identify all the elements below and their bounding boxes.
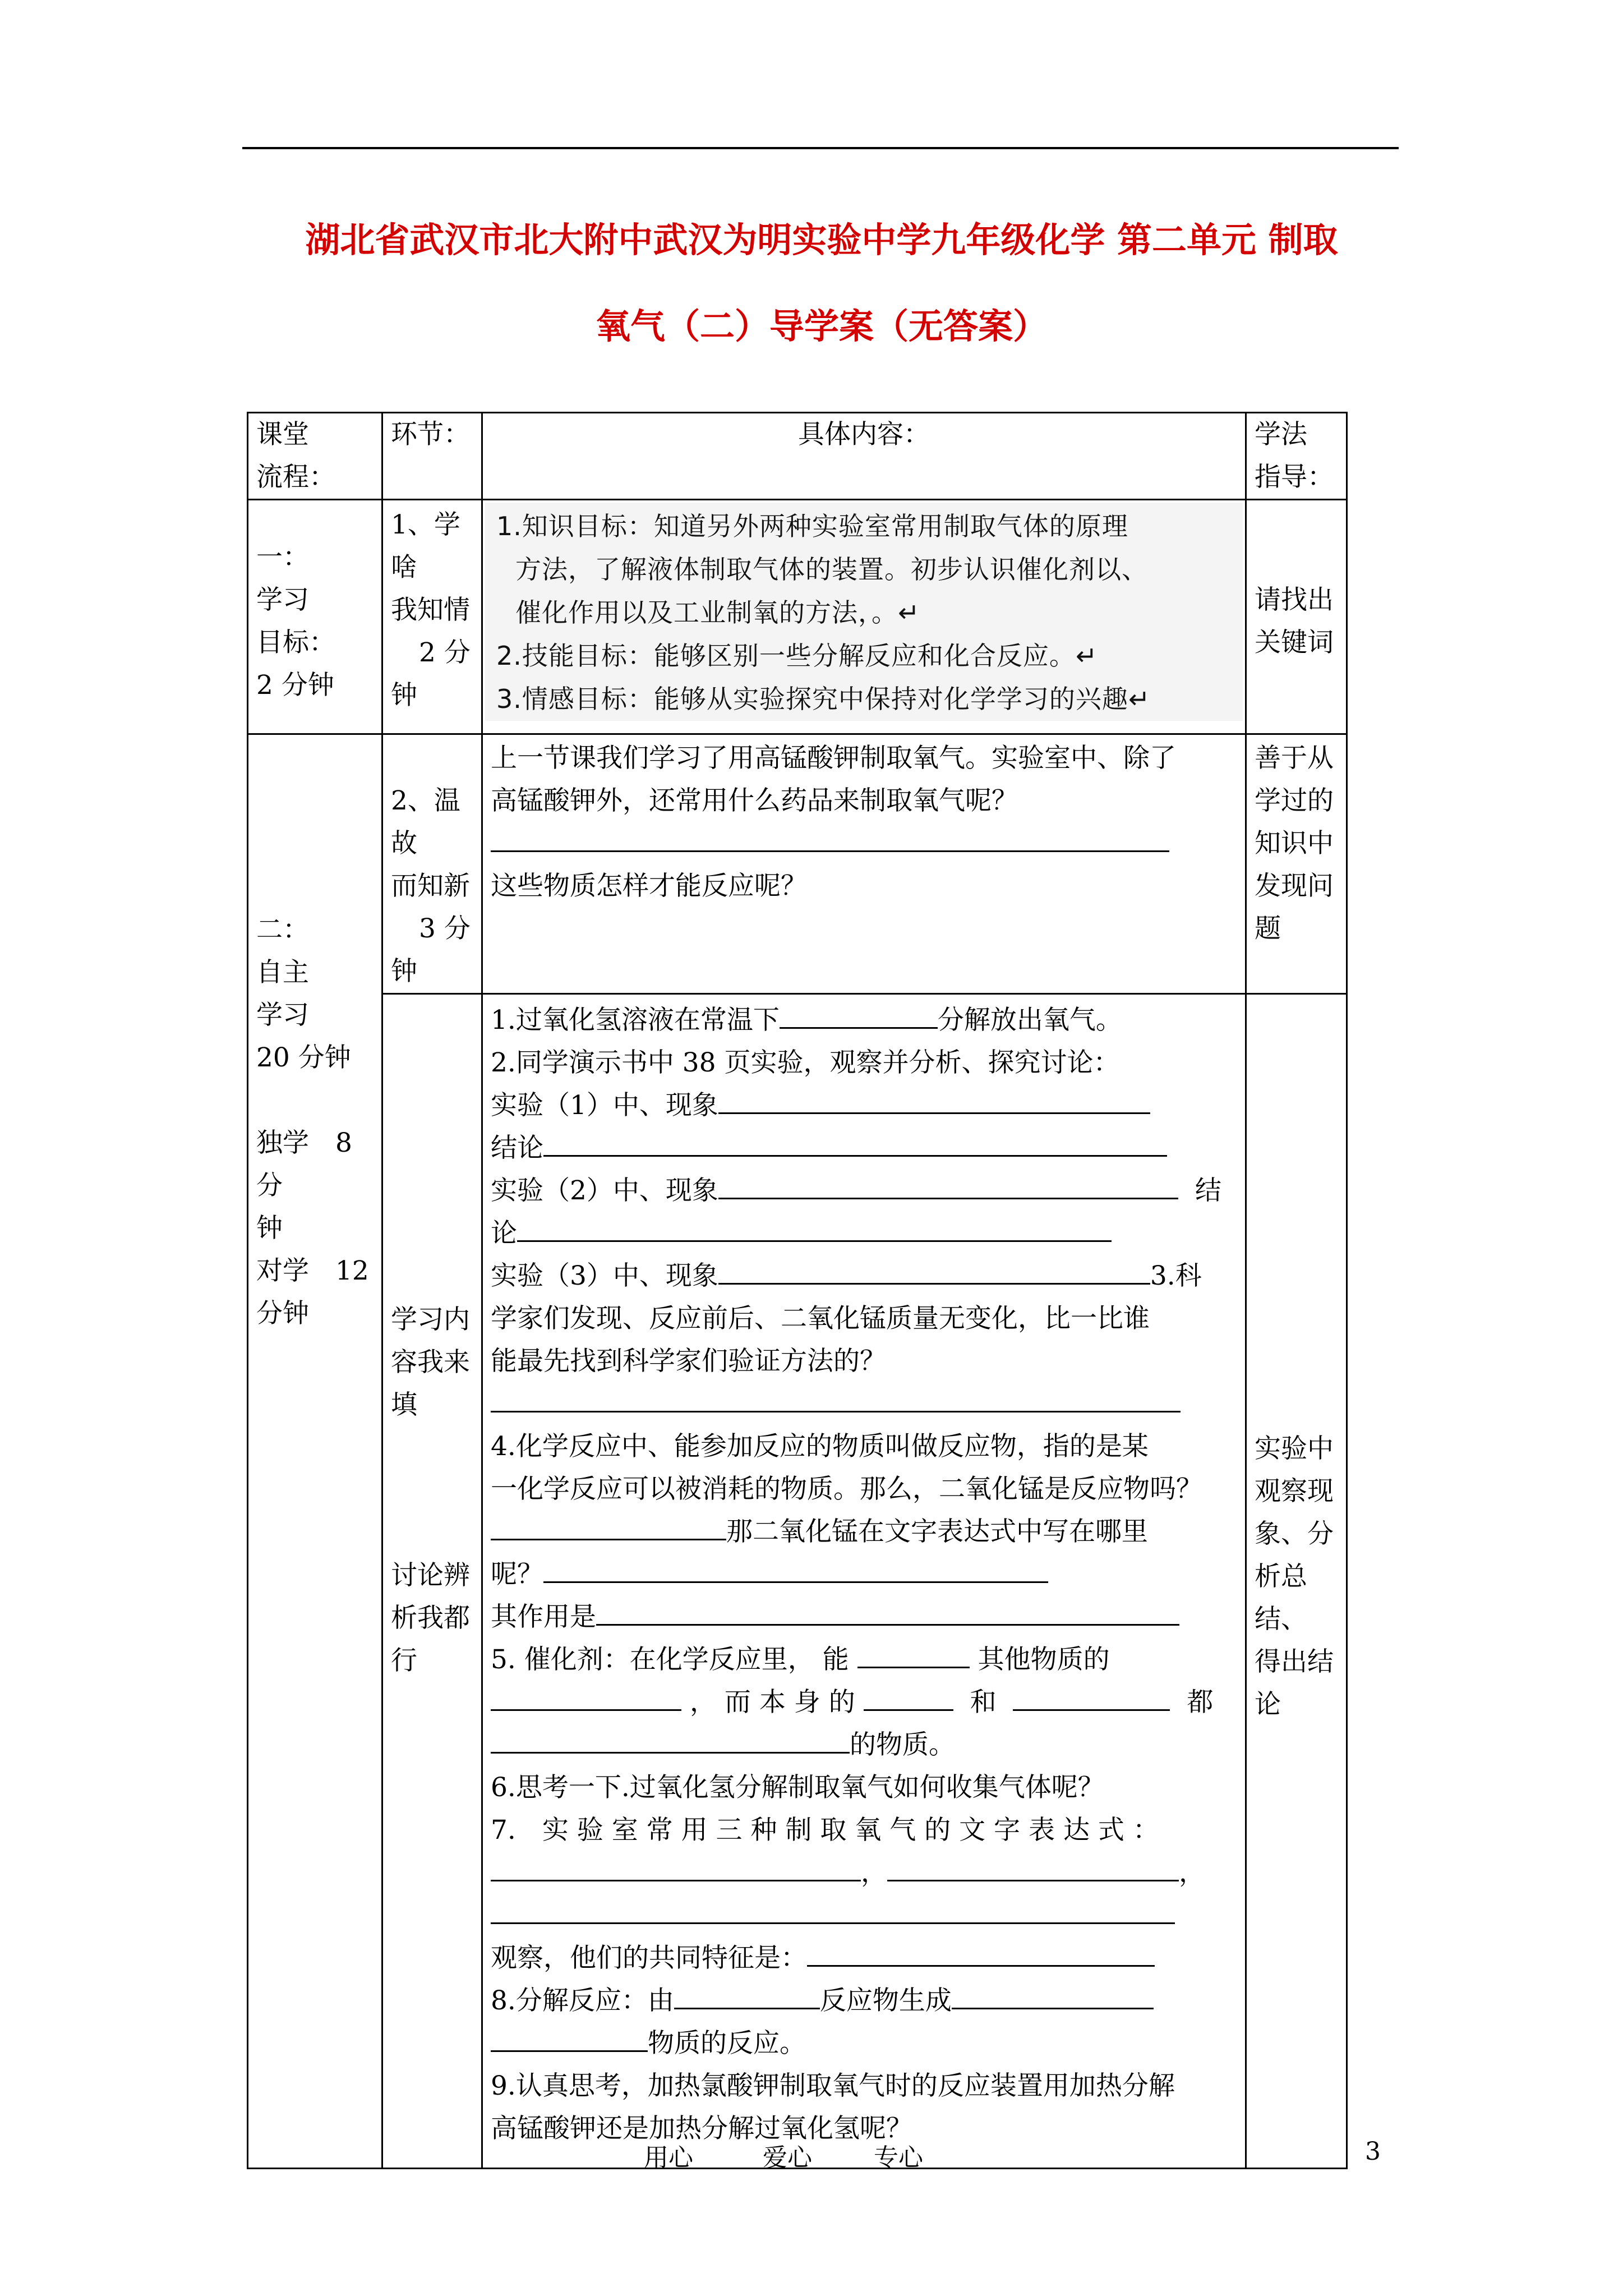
answer-blank[interactable]	[491, 1687, 681, 1711]
review-content-cell: 上一节课我们学习了用高锰酸钾制取氧气。实验室中、除了 高锰酸钾外，还常用什么药品来制取氧气呢？ 这些物质怎样才能反应呢？	[482, 734, 1246, 994]
answer-blank[interactable]	[491, 2028, 648, 2052]
document-title-line2: 氧气（二）导学案（无答案）	[595, 306, 1048, 347]
answer-blank[interactable]	[718, 1175, 1178, 1199]
learning-goals-image: 1.知识目标：知道另外两种实验室常用制取气体的原理 方法，了解液体制取气体的装置。初步认识催化剂以、 催化作用以及工业制氧的方法，。↵ 2.技能目标：能够区别一些分解反应和化合反应。↵ 3.情感目标：能够从实验探究中保持对化学学习的兴趣↵	[485, 503, 1243, 721]
learning-goals-cell	[482, 500, 1246, 734]
step-cell-3: 学习内 容我来 填 讨论辨 析我都 行	[382, 994, 482, 2169]
answer-blank[interactable]	[491, 1388, 1181, 1412]
answer-blank[interactable]	[887, 1857, 1179, 1881]
header-guide: 学法 指导：	[1246, 413, 1347, 500]
answer-blank[interactable]	[857, 1644, 970, 1668]
answer-blank[interactable]	[491, 1857, 861, 1881]
guide-cell-1: 请找出 关键词	[1246, 500, 1347, 734]
footer-word-1: 用心	[644, 2143, 693, 2172]
step-cell-1: 1、学啥 我知情 2 分 钟	[382, 500, 482, 734]
answer-blank[interactable]	[517, 1218, 1112, 1242]
guide-cell-2: 善于从 学过的 知识中 发现问 题	[1246, 734, 1347, 994]
answer-blank[interactable]	[543, 1559, 1048, 1583]
answer-blank[interactable]	[718, 1090, 1150, 1114]
answer-blank[interactable]	[780, 1005, 938, 1029]
answer-blank[interactable]	[952, 1985, 1154, 2009]
header-rule	[242, 147, 1399, 149]
flow-cell-1: 一： 学习 目标： 2 分钟	[248, 500, 382, 734]
step-cell-2: 2、温故 而知新 3 分 钟	[382, 734, 482, 994]
footer-word-3: 专心	[874, 2143, 923, 2172]
self-study-content-cell: 1.过氧化氢溶液在常温下 分解放出氧气。 2.同学演示书中 38 页实验，观察并分析、探究讨论： 实验（1）中、现象 结论 实验（2）中、现象 结 论 实验（3）中、现象 3.科 学家们发现、反应前后、二氧化锰质量无变化，比一比谁 能最先找到科学家们验证方法的？ 4.化学反应中、能参加反应的物质叫做反应物，指的是某 一化学反应可以被消耗的物质。那么，二氧化锰是反应物吗？ 那二氧化锰在文字表达式中写在哪里 呢？ 其作用是 5. 催化剂：在化学反应里， 能 其他物质的 ， 而 本 身 的 和 都 的物质。 6.思考一下.过氧化氢分解制取氧气如何收集气体呢？ 7. 实 验 室 常 用 三 种 制 取 氧 气 的 文 字 表 达 式 ： ， ， 观察，他们的共同特征是： 8.分解反应：由 反应物生成 物质的反应。 9.认真思考，加热氯酸钾制取氧气时的反应装置用加热分解 高锰酸钾还是加热分解过氧化氢呢？	[482, 994, 1246, 2169]
answer-blank[interactable]	[491, 1900, 1175, 1924]
answer-blank[interactable]	[718, 1260, 1150, 1285]
answer-blank[interactable]	[491, 828, 1169, 852]
flow-cell-2: 二： 自主 学习 20 分钟 独学 8 分 钟 对学 12 分钟	[248, 734, 382, 2169]
answer-blank[interactable]	[674, 1985, 820, 2009]
header-step: 环节：	[382, 413, 482, 500]
guide-cell-3: 实验中 观察现 象、分 析总结、 得出结 论	[1246, 994, 1347, 2169]
page-number: 3	[1365, 2137, 1381, 2166]
answer-blank[interactable]	[807, 1943, 1155, 1967]
lesson-plan-table	[247, 412, 1348, 2169]
table-row-self-study	[248, 994, 1347, 2169]
table-row-review	[248, 734, 1347, 994]
document-title-line1: 湖北省武汉市北大附中武汉为明实验中学九年级化学 第二单元 制取	[305, 219, 1338, 260]
answer-blank[interactable]	[1013, 1687, 1170, 1711]
answer-blank[interactable]	[491, 1729, 850, 1754]
answer-blank[interactable]	[596, 1602, 1179, 1626]
answer-blank[interactable]	[543, 1133, 1167, 1157]
table-row-goals	[248, 500, 1347, 734]
answer-blank[interactable]	[864, 1687, 953, 1711]
header-flow: 课堂 流程：	[248, 413, 382, 500]
footer-word-2: 爱心	[763, 2143, 812, 2172]
answer-blank[interactable]	[491, 1516, 726, 1540]
header-content: 具体内容：	[482, 413, 1246, 500]
table-header-row	[248, 413, 1347, 500]
